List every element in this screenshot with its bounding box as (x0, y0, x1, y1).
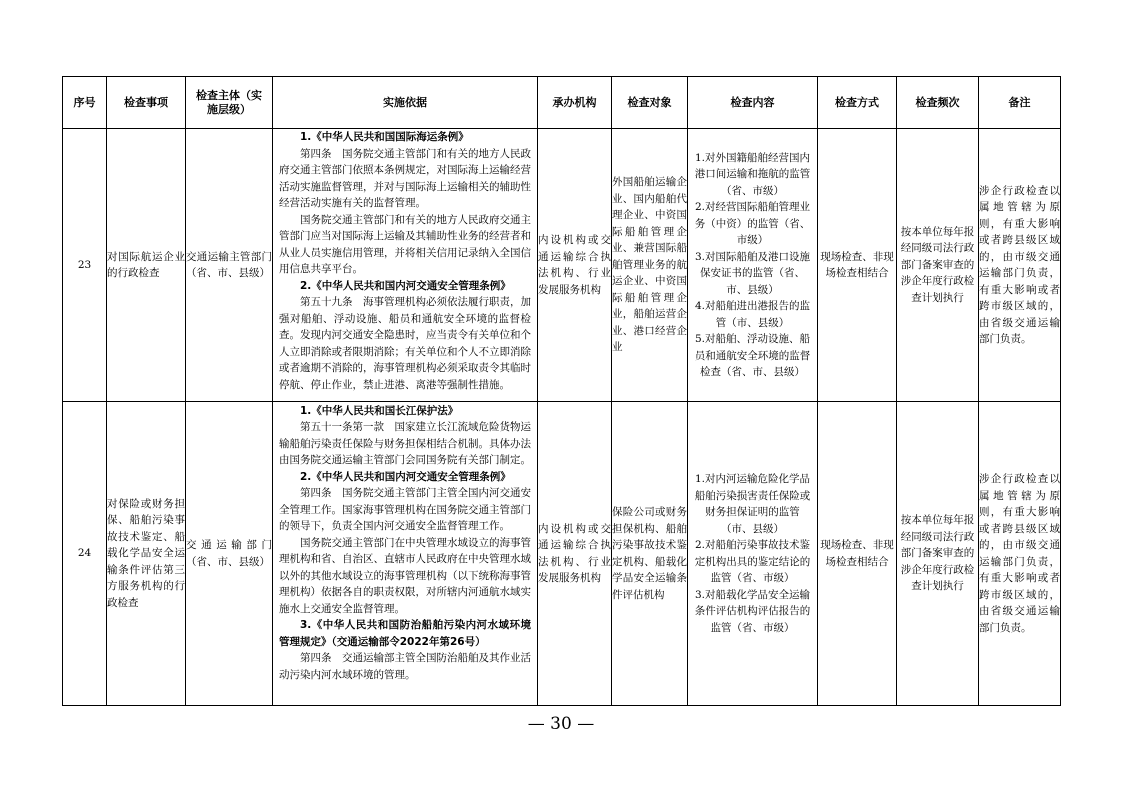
law-paragraph: 第五十一条第一款 国家建立长江流域危险货物运输船舶污染责任保险与财务担保相结合机制。具体办法由国务院交通运输主管部门会同国务院有关部门制定。 (279, 421, 531, 466)
row-note: 涉企行政检查以属地管辖为原则，有重大影响或者跨县级区域的，由市级交通运输部门负责，有重大影响或者跨市级区域的，由省级交通运输部门负责。 (979, 129, 1061, 402)
content-item: 5.对船舶、浮动设施、船员和通航安全环境的监督检查（省、市、县级） (694, 333, 811, 378)
content-item: 2.对船舶污染事故技术鉴定机构出具的鉴定结论的监管（省、市级） (694, 539, 811, 584)
content-item: 1.对内河运输危险化学品船舶污染损害责任保险或财务担保证明的监管（市、县级） (694, 473, 811, 535)
content-item: 3.对船载化学品安全运输条件评估机构评估报告的监管（省、市级） (694, 588, 811, 634)
inspection-table (62, 76, 1061, 706)
row-subject: 交通运输主管部门（省、市、县级） (186, 129, 273, 402)
header-subject: 检查主体（实施层级） (186, 77, 273, 129)
row-freq: 按本单位每年报经同级司法行政部门备案审查的涉企年度行政检查计划执行 (897, 402, 979, 706)
content-item: 1.对外国籍船舶经营国内港口间运输和拖航的监管 (694, 151, 811, 180)
law-paragraph: 国务院交通主管部门和有关的地方人民政府交通主管部门应当对国际海上运输及其辅助性业务的经营者和从业人员实施信用管理，并将相关信用记录纳入全国信用信息共享平台。 (279, 213, 531, 275)
row-no: 24 (63, 402, 107, 706)
row-basis (273, 402, 538, 706)
basis-text (273, 403, 537, 705)
row-subject: 交通运输部门（省、市、县级） (186, 402, 273, 706)
law-paragraph: 第四条 交通运输部主管全国防治船舶及其作业活动污染内河水域环境的管理。 (279, 652, 531, 681)
header-target: 检查对象 (612, 77, 688, 129)
row-content (688, 402, 818, 706)
law-title: 2.《中华人民共和国内河交通安全管理条例》 (300, 470, 511, 483)
header-row (63, 77, 1061, 129)
row-target: 外国船舶运输企业、国内船舶代理企业、中资国际船舶管理企业、兼营国际船舶管理业务的航运企业、中资国际船舶管理企业，船舶运营企业、港口经营企业 (612, 129, 688, 402)
law-title: 1.《中华人民共和国国际海运条例》 (300, 131, 469, 143)
law-title: 3.《中华人民共和国防治船舶污染内河水域环境管理规定》（交通运输部令2022年第26号） (279, 619, 531, 648)
law-paragraph: 第四条 国务院交通主管部门主管全国内河交通安全管理工作。国家海事管理机构在国务院交通主管部门的领导下，负责全国内河交通安全监督管理工作。 (279, 487, 531, 532)
law-paragraph: 第五十九条 海事管理机构必须依法履行职责，加强对船舶、浮动设施、船员和通航安全环境的监督检查。发现内河交通安全隐患时，应当责令有关单位和个人立即消除或者限期消除；有关单位和个人不立即消除或者逾期不消除的，海事管理机构必须采取责令其临时停航、停止作业，禁止进港、离港等强制性措施。 (279, 296, 531, 391)
law-title: 2.《中华人民共和国内河交通安全管理条例》 (300, 279, 511, 292)
row-no: 23 (63, 129, 107, 402)
row-org: 内设机构或交通运输综合执法机构、行业发展服务机构 (538, 402, 612, 706)
row-org: 内设机构或交通运输综合执法机构、行业发展服务机构 (538, 129, 612, 402)
page-number: — 30 — (527, 714, 595, 734)
header-note: 备注 (979, 77, 1061, 129)
table-row (63, 129, 1061, 402)
header-basis: 实施依据 (273, 77, 538, 129)
row-target: 保险公司或财务担保机构、船舶污染事故技术鉴定机构、船载化学品安全运输条件评估机构 (612, 402, 688, 706)
content-list (694, 471, 811, 636)
row-method: 现场检查、非现场检查相结合 (818, 129, 897, 402)
content-item: （省、市级） (721, 184, 784, 197)
row-basis (273, 129, 538, 402)
row-note: 涉企行政检查以属地管辖为原则，有重大影响或者跨县级区域的，由市级交通运输部门负责，有重大影响或者跨市级区域的，由省级交通运输部门负责。 (979, 402, 1061, 706)
header-method: 检查方式 (818, 77, 897, 129)
header-content: 检查内容 (688, 77, 818, 129)
row-item: 对国际航运企业的行政检查 (107, 129, 186, 402)
content-item: 2.对经营国际船舶管理业务（中资）的监管（省、市级） (694, 201, 811, 246)
row-item: 对保险或财务担保、船舶污染事故技术鉴定、船载化学品安全运输条件评估第三方服务机构的行政检查 (107, 402, 186, 706)
header-item: 检查事项 (107, 77, 186, 129)
basis-text (273, 129, 537, 401)
content-list (694, 150, 811, 381)
law-paragraph: 国务院交通主管部门在中央管理水域设立的海事管理机构和省、自治区、直辖市人民政府在中央管理水域以外的其他水域设立的海事管理机构（以下统称海事管理机构）依据各自的职责权限，对所辖内河通航水域实施水上交通安全监督管理。 (279, 536, 531, 615)
header-no: 序号 (63, 77, 107, 129)
law-title: 1.《中华人民共和国长江保护法》 (300, 404, 459, 417)
table-row (63, 402, 1061, 706)
row-method: 现场检查、非现场检查相结合 (818, 402, 897, 706)
content-item: 3.对国际船舶及港口设施保安证书的监管（省、市、县级） (694, 250, 811, 296)
header-org: 承办机构 (538, 77, 612, 129)
content-item: 4.对船舶进出港报告的监管（市、县级） (694, 300, 811, 329)
row-freq: 按本单位每年报经同级司法行政部门备案审查的涉企年度行政检查计划执行 (897, 129, 979, 402)
row-content (688, 129, 818, 402)
law-paragraph: 第四条 国务院交通主管部门和有关的地方人民政府交通主管部门依照本条例规定，对国际海上运输经营活动实施监督管理，并对与国际海上运输相关的辅助性经营活动实施有关的监督管理。 (279, 147, 531, 209)
header-freq: 检查频次 (897, 77, 979, 129)
